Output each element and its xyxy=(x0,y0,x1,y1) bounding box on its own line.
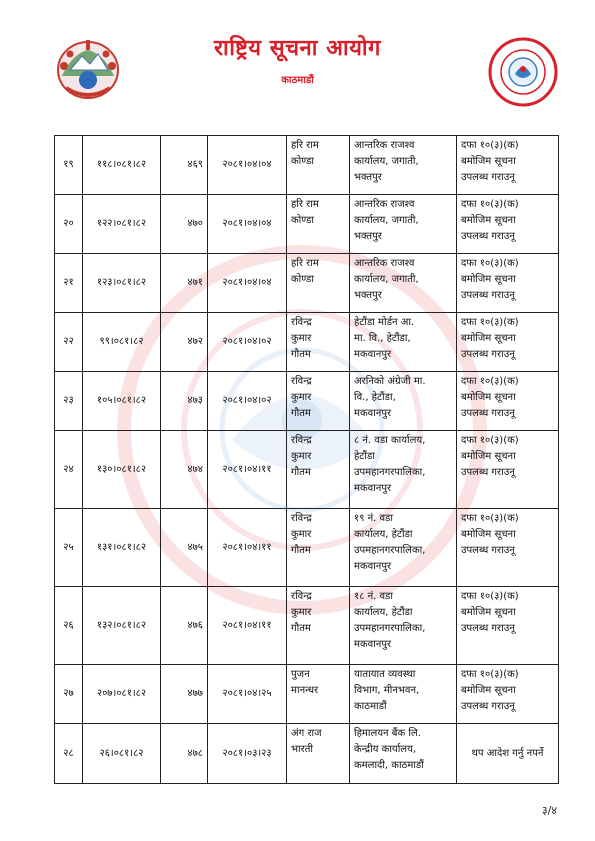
serial-number-cell: २४ xyxy=(55,431,83,509)
decision-number-cell: ४६९ xyxy=(161,136,208,195)
serial-number-cell: २२ xyxy=(55,313,83,372)
cell-line: कमलादी, काठमाडौं xyxy=(354,760,424,771)
public-body-cell xyxy=(350,509,457,587)
cell-line: बमोजिम सूचना xyxy=(461,392,516,403)
cell-line: मकवानपुर xyxy=(354,349,392,360)
appeal-reference-cell: २६।०८१।८२ xyxy=(83,724,161,784)
cell-line: १९ नं. वडा xyxy=(354,513,393,524)
cell-line: बमोजिम सूचना xyxy=(461,607,516,618)
decision-date-cell: २०८१।०४।०२ xyxy=(208,313,287,372)
appellant-name-cell xyxy=(287,509,350,587)
serial-number-cell: २५ xyxy=(55,509,83,587)
cell-line: उपलब्ध गराउनू xyxy=(461,290,515,301)
serial-number-cell: १९ xyxy=(55,136,83,195)
decision-number-cell: ४७१ xyxy=(161,254,208,313)
cell-line: गौतम xyxy=(291,467,311,478)
cell-line: बमोजिम सूचना xyxy=(461,274,516,285)
decision-summary-cell xyxy=(457,254,559,313)
table-row xyxy=(55,136,559,195)
cell-line: १८ नं. वडा xyxy=(354,591,393,602)
cell-line: ८ नं. वडा कार्यालय, xyxy=(354,435,426,446)
appellant-name-cell xyxy=(287,195,350,254)
public-body-cell xyxy=(350,665,457,724)
cell-line: मकवानपुर xyxy=(354,639,392,650)
decision-number-cell: ४७४ xyxy=(161,431,208,509)
cell-line: उपमहानगरपालिका, xyxy=(354,545,426,556)
cell-line: उपलब्ध गराउनू xyxy=(461,545,515,556)
public-body-cell xyxy=(350,195,457,254)
cell-line: कोण्डा xyxy=(291,215,314,226)
decision-summary-cell xyxy=(457,136,559,195)
page-title: राष्ट्रिय सूचना आयोग xyxy=(214,36,381,61)
decision-number-cell: ४७५ xyxy=(161,509,208,587)
decision-summary-cell xyxy=(457,665,559,724)
cell-line: कार्यालय, जगाती, xyxy=(354,156,419,167)
decision-number-cell: ४७२ xyxy=(161,313,208,372)
decision-number-cell: ४७६ xyxy=(161,587,208,665)
appeal-reference-cell: १०५।०८१।८२ xyxy=(83,372,161,431)
appellant-name-cell xyxy=(287,724,350,784)
appellant-name-cell xyxy=(287,313,350,372)
appeal-reference-cell: ११८।०८१।८२ xyxy=(83,136,161,195)
cell-line: भक्तपुर xyxy=(354,172,382,183)
appeal-reference-cell: १२२।०८१।८२ xyxy=(83,195,161,254)
table-row xyxy=(55,587,559,665)
cell-line: कार्यालय, हेटौंडा xyxy=(354,529,413,540)
cell-line: दफा १०(३)(क) xyxy=(461,140,519,151)
cell-line: हरि राम xyxy=(291,258,319,269)
cell-line: हिमालयन बैंक लि. xyxy=(354,728,421,739)
cell-line: विभाग, मीनभवन, xyxy=(354,685,420,696)
appellant-name-cell xyxy=(287,254,350,313)
cell-line: भक्तपुर xyxy=(354,231,382,242)
appellant-name-cell xyxy=(287,665,350,724)
cell-line: मा. वि., हेटौंडा, xyxy=(354,333,411,344)
page-subtitle-location: काठमाडौं xyxy=(281,75,314,86)
appeal-reference-cell: २०७।०८१।८२ xyxy=(83,665,161,724)
cell-line: काठमाडौं xyxy=(354,701,387,712)
public-body-cell xyxy=(350,372,457,431)
table-row xyxy=(55,195,559,254)
national-information-commission-seal-icon xyxy=(487,36,559,108)
cell-line: कार्यालय, हेटौंडा xyxy=(354,607,413,618)
cell-line: दफा १०(३)(क) xyxy=(461,591,519,602)
serial-number-cell: २० xyxy=(55,195,83,254)
public-body-cell xyxy=(350,313,457,372)
cell-line: उपलब्ध गराउनू xyxy=(461,701,515,712)
cell-line: रविन्द्र xyxy=(291,376,312,387)
decision-summary-cell xyxy=(457,313,559,372)
cell-line: मानन्धर xyxy=(291,685,319,696)
cell-line: थप आदेश गर्नु नपर्ने xyxy=(471,747,544,759)
serial-number-cell: २१ xyxy=(55,254,83,313)
cell-line: वि., हेटौंडा, xyxy=(354,392,396,403)
decision-date-cell: २०८१।०४।०४ xyxy=(208,136,287,195)
cell-line: दफा १०(३)(क) xyxy=(461,513,519,524)
decision-date-cell: २०८१।०४।११ xyxy=(208,509,287,587)
appeal-reference-cell: १२३।०८१।८२ xyxy=(83,254,161,313)
page-number: ३/४ xyxy=(541,804,557,817)
decision-date-cell: २०८१।०४।११ xyxy=(208,587,287,665)
table-row xyxy=(55,313,559,372)
table-row xyxy=(55,431,559,509)
appellant-name-cell xyxy=(287,431,350,509)
decision-summary-cell xyxy=(457,372,559,431)
cell-line: कुमार xyxy=(291,333,312,344)
cell-line: कोण्डा xyxy=(291,274,314,285)
cell-line: बमोजिम सूचना xyxy=(461,156,516,167)
cell-line: हेटौंडा मोर्डन आ. xyxy=(354,317,415,328)
decision-date-cell: २०८१।०४।११ xyxy=(208,431,287,509)
cell-line: मकवानपुर xyxy=(354,561,392,572)
cell-line: गौतम xyxy=(291,349,311,360)
cell-line: दफा १०(३)(क) xyxy=(461,317,519,328)
decision-date-cell: २०८१।०४।०४ xyxy=(208,254,287,313)
decision-date-cell: २०८१।०४।२५ xyxy=(208,665,287,724)
appeal-reference-cell: १३२।०८१।८२ xyxy=(83,587,161,665)
public-body-cell xyxy=(350,254,457,313)
appellant-name-cell xyxy=(287,372,350,431)
decision-summary-cell xyxy=(457,195,559,254)
public-body-cell xyxy=(350,431,457,509)
cell-line: उपलब्ध गराउनू xyxy=(461,349,515,360)
appeal-reference-cell: १३१।०८१।८२ xyxy=(83,509,161,587)
cell-line: दफा १०(३)(क) xyxy=(461,669,519,680)
decision-summary-cell xyxy=(457,587,559,665)
cell-line: कुमार xyxy=(291,529,312,540)
cell-line: रविन्द्र xyxy=(291,317,312,328)
cell-line: दफा १०(३)(क) xyxy=(461,199,519,210)
cell-line: दफा १०(३)(क) xyxy=(461,435,519,446)
serial-number-cell: २३ xyxy=(55,372,83,431)
serial-number-cell: २७ xyxy=(55,665,83,724)
cell-line: हेटौंडा xyxy=(354,451,375,462)
appellant-name-cell xyxy=(287,136,350,195)
cell-line: दफा १०(३)(क) xyxy=(461,376,519,387)
cell-line: यातायात व्यवस्था xyxy=(354,669,416,680)
appeal-reference-cell: १३०।०८१।८२ xyxy=(83,431,161,509)
serial-number-cell: २६ xyxy=(55,587,83,665)
cell-line: भक्तपुर xyxy=(354,290,382,301)
cell-line: कार्यालय, जगाती, xyxy=(354,274,419,285)
decision-summary-cell xyxy=(457,431,559,509)
cell-line: रविन्द्र xyxy=(291,591,312,602)
cell-line: रविन्द्र xyxy=(291,435,312,446)
cell-line: गौतम xyxy=(291,545,311,556)
decision-date-cell: २०८१।०४।०२ xyxy=(208,372,287,431)
decisions-table xyxy=(54,135,559,784)
appeal-reference-cell: ९९।०८१।८२ xyxy=(83,313,161,372)
cell-line: कुमार xyxy=(291,607,312,618)
decision-number-cell: ४७० xyxy=(161,195,208,254)
table-row xyxy=(55,509,559,587)
cell-line: पुजन xyxy=(291,669,310,680)
cell-line: अंग राज xyxy=(291,728,322,739)
decision-number-cell: ४७८ xyxy=(161,724,208,784)
cell-line: कोण्डा xyxy=(291,156,314,167)
public-body-cell xyxy=(350,587,457,665)
decision-number-cell: ४७३ xyxy=(161,372,208,431)
cell-line: गौतम xyxy=(291,408,311,419)
table-row xyxy=(55,665,559,724)
cell-line: आन्तरिक राजश्व xyxy=(354,140,415,151)
table-row xyxy=(55,254,559,313)
decision-date-cell: २०८१।०४।०४ xyxy=(208,195,287,254)
table-row xyxy=(55,724,559,784)
cell-line: उपलब्ध गराउनू xyxy=(461,408,515,419)
cell-line: आन्तरिक राजश्व xyxy=(354,199,415,210)
decision-summary-cell xyxy=(457,724,559,784)
public-body-cell xyxy=(350,724,457,784)
cell-line: बमोजिम सूचना xyxy=(461,529,516,540)
table-row xyxy=(55,372,559,431)
cell-line: भारती xyxy=(291,744,313,755)
cell-line: मकवानपुर xyxy=(354,408,392,419)
cell-line: केन्द्रीय कार्यालय, xyxy=(354,744,417,755)
decision-date-cell: २०८१।०३।२३ xyxy=(208,724,287,784)
cell-line: आन्तरिक राजश्व xyxy=(354,258,415,269)
cell-line: मकवानपुर xyxy=(354,483,392,494)
cell-line: कार्यालय, जगाती, xyxy=(354,215,419,226)
cell-line: उपमहानगरपालिका, xyxy=(354,467,426,478)
appellant-name-cell xyxy=(287,587,350,665)
serial-number-cell: २८ xyxy=(55,724,83,784)
cell-line: अरनिको अंग्रेजी मा. xyxy=(354,376,426,387)
cell-line: उपलब्ध गराउनू xyxy=(461,467,515,478)
decision-summary-cell xyxy=(457,509,559,587)
cell-line: दफा १०(३)(क) xyxy=(461,258,519,269)
cell-line: कुमार xyxy=(291,451,312,462)
cell-line: बमोजिम सूचना xyxy=(461,333,516,344)
cell-line: रविन्द्र xyxy=(291,513,312,524)
cell-line: उपलब्ध गराउनू xyxy=(461,231,515,242)
decision-number-cell: ४७७ xyxy=(161,665,208,724)
cell-line: बमोजिम सूचना xyxy=(461,215,516,226)
page-header xyxy=(0,0,595,110)
cell-line: उपलब्ध गराउनू xyxy=(461,623,515,634)
cell-line: बमोजिम सूचना xyxy=(461,685,516,696)
cell-line: हरि राम xyxy=(291,140,319,151)
cell-line: गौतम xyxy=(291,623,311,634)
cell-line: हरि राम xyxy=(291,199,319,210)
cell-line: उपमहानगरपालिका, xyxy=(354,623,426,634)
cell-line: उपलब्ध गराउनू xyxy=(461,172,515,183)
cell-line: कुमार xyxy=(291,392,312,403)
public-body-cell xyxy=(350,136,457,195)
cell-line: बमोजिम सूचना xyxy=(461,451,516,462)
